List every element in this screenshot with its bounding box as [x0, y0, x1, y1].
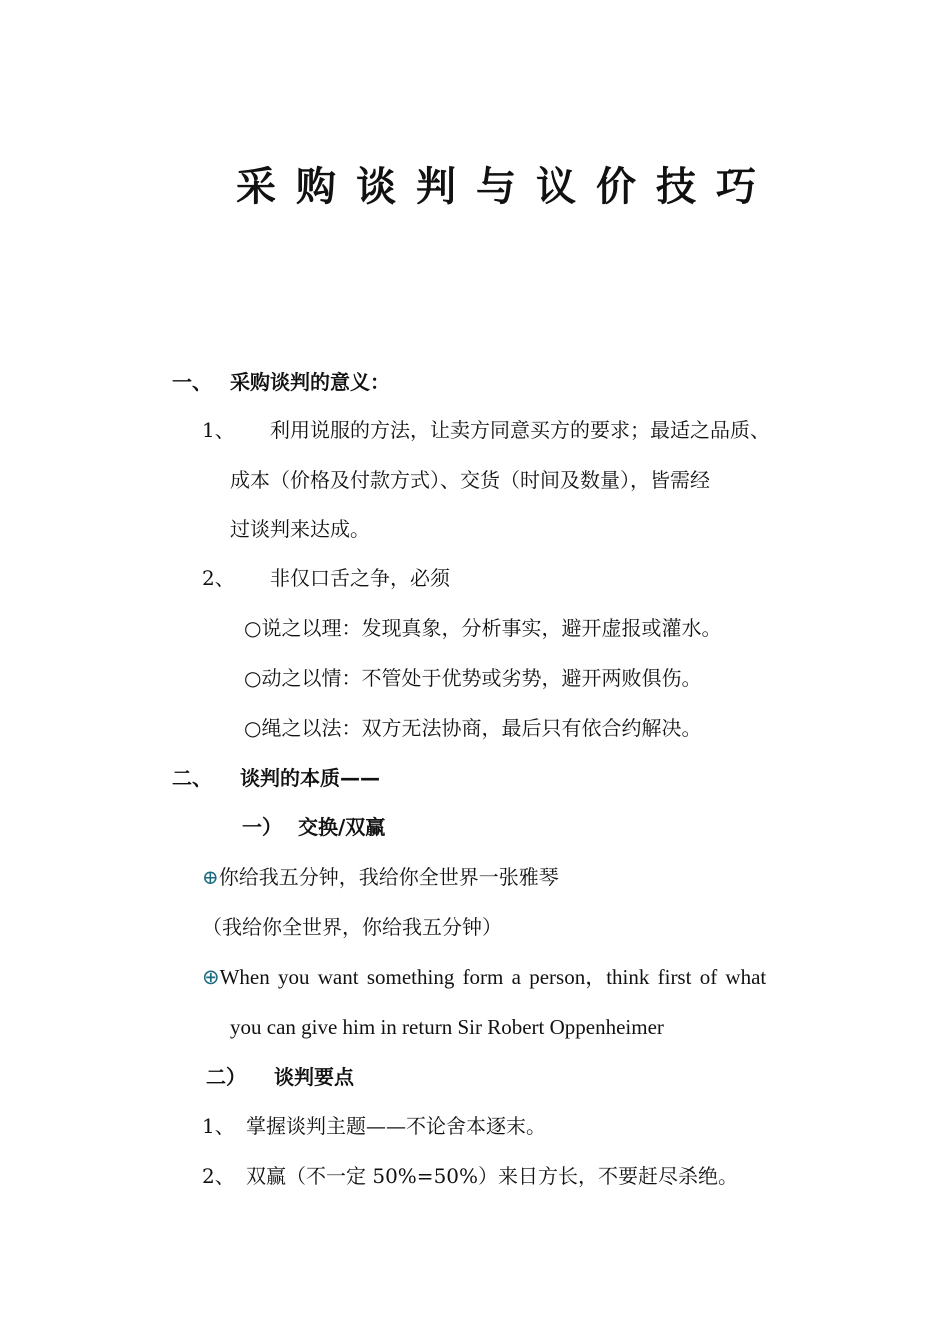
item-2-line: 2、 非仅口舌之争，必须 [202, 566, 450, 590]
quote-2-line-2: you can give him in return Sir Robert Oppenheimer [230, 1015, 664, 1039]
item-1-line-1: 1、 利用说服的方法，让卖方同意买方的要求；最适之品质、 [202, 418, 770, 442]
item-2-point-3: ○绳之以法：双方无法协商，最后只有依合约解决。 [244, 716, 702, 740]
key-point-2: 2、 双赢（不一定 50%=50%）来日方长，不要赶尽杀绝。 [202, 1164, 739, 1188]
section-1-title: 采购谈判的意义： [230, 370, 390, 394]
section-2-number: 二、 [172, 766, 212, 790]
subsection-1-title: 交换/双赢 [298, 815, 386, 839]
subsection-2-number: 二） [206, 1065, 246, 1089]
section-1-number: 一、 [172, 370, 212, 394]
item-2-point-1: ○说之以理：发现真象，分析事实，避开虚报或灌水。 [244, 616, 722, 640]
item-1-line-3: 过谈判来达成。 [230, 517, 370, 541]
item-1-line-2: 成本（价格及付款方式）、交货（时间及数量），皆需经 [230, 468, 710, 492]
section-1-heading [172, 368, 390, 396]
key-point-1: 1、 掌握谈判主题——不论舍本逐末。 [202, 1114, 546, 1138]
item-2-point-2: ○动之以情：不管处于优势或劣势，避开两败俱伤。 [244, 666, 702, 690]
quote-1: ⊕你给我五分钟，我给你全世界一张雅琴 [202, 865, 559, 889]
subsection-1-heading [242, 813, 385, 841]
subsection-1-number: 一） [242, 815, 282, 839]
circle-plus-icon: ⊕ [202, 965, 220, 989]
circle-plus-icon: ⊕ [202, 865, 219, 889]
key-point-2-number: 2、 [202, 1164, 235, 1188]
subsection-2-title: 谈判要点 [274, 1065, 354, 1089]
section-2-title: 谈判的本质—— [240, 766, 380, 790]
quote-2-line-1: ⊕When you want something form a person，think first of what [202, 965, 767, 989]
section-2-heading [172, 764, 380, 792]
key-point-1-number: 1、 [202, 1114, 235, 1138]
document-title: 采购谈判与议价技巧 [236, 164, 776, 210]
item-1-number: 1、 [202, 418, 235, 442]
quote-1-note: （我给你全世界，你给我五分钟） [202, 915, 502, 939]
item-2-number: 2、 [202, 566, 235, 590]
subsection-2-heading [206, 1063, 354, 1091]
